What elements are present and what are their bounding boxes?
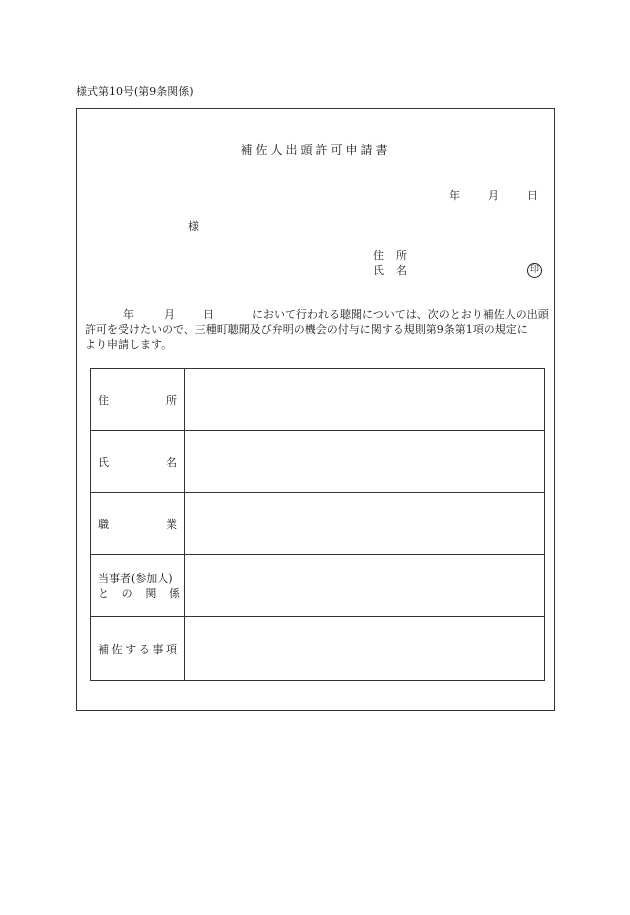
body-line-3: より申請します。	[85, 338, 173, 351]
name-label-cell: 氏 名	[91, 431, 185, 492]
relation-value-cell[interactable]	[185, 555, 544, 616]
body-line-1	[85, 307, 549, 322]
occupation-label-cell: 職 業	[91, 493, 185, 554]
application-body-text	[85, 307, 549, 352]
table-row-matters	[91, 617, 544, 680]
table-row-relation	[91, 555, 544, 617]
form-number-label: 様式第10号(第9条関係)	[76, 85, 194, 98]
applicant-address-label: 住 所	[373, 249, 407, 262]
relation-label-cell: 当事者(参加人) と の 関 係	[91, 555, 185, 616]
application-form-frame	[76, 108, 555, 711]
matters-label-cell: 補 佐 す る 事 項	[91, 617, 185, 680]
date-year-label: 年	[449, 189, 460, 202]
occupation-value-cell[interactable]	[185, 493, 544, 554]
body-day-label: 日	[203, 308, 214, 321]
assistant-info-table	[90, 368, 545, 681]
table-row-name	[91, 431, 544, 493]
matters-value-cell[interactable]	[185, 617, 544, 680]
table-row-address	[91, 369, 544, 431]
applicant-block	[373, 248, 407, 278]
applicant-name-label: 氏 名	[373, 264, 407, 277]
address-value-cell[interactable]	[185, 369, 544, 430]
form-title: 補佐人出頭許可申請書	[240, 143, 391, 157]
name-value-cell[interactable]	[185, 431, 544, 492]
addressee-suffix: 様	[188, 220, 199, 233]
table-row-occupation	[91, 493, 544, 555]
body-line-2: 許可を受けたいので、三種町聴聞及び弁明の機会の付与に関する規則第9条第1項の規定に	[85, 323, 528, 336]
body-year-label: 年	[123, 308, 134, 321]
body-month-label: 月	[164, 308, 175, 321]
date-line	[449, 187, 538, 203]
date-day-label: 日	[527, 189, 538, 202]
address-label-cell: 住 所	[91, 369, 185, 430]
date-month-label: 月	[488, 189, 499, 202]
seal-mark: 印	[527, 263, 542, 278]
body-line-1-text: において行われる聴聞については、次のとおり補佐人の出頭	[252, 308, 549, 321]
